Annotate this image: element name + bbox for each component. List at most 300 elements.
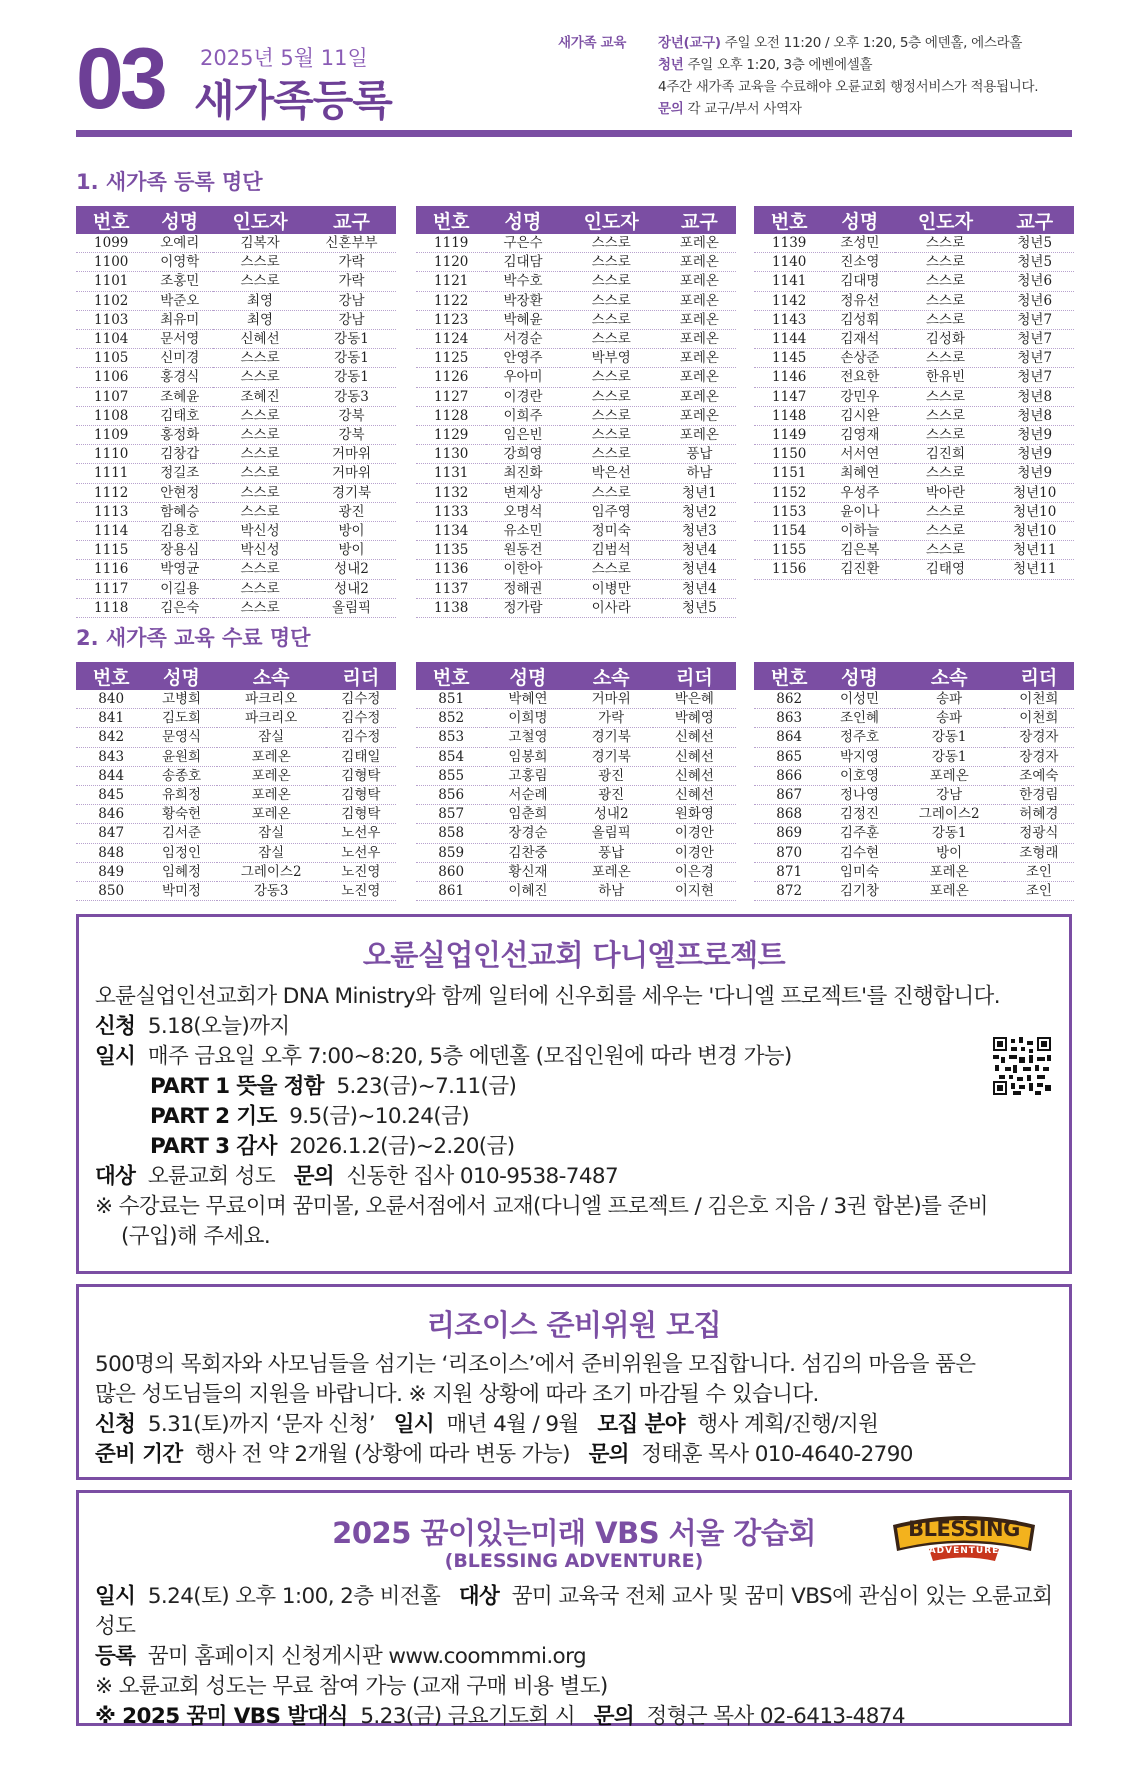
table-cell: 1127 — [416, 387, 486, 406]
table-cell: 846 — [76, 805, 146, 824]
table-cell: 조인혜 — [824, 709, 894, 728]
table-row — [76, 522, 396, 541]
table-cell: 스스로 — [213, 502, 307, 521]
table-cell: 조인 — [1004, 882, 1074, 901]
table-cell: 김대담 — [486, 253, 559, 272]
table-cell: 조혜윤 — [146, 387, 213, 406]
table-cell: 광진 — [570, 766, 653, 785]
table-cell: 이경안 — [653, 824, 736, 843]
table-cell: 스스로 — [213, 445, 307, 464]
table-cell: 858 — [416, 824, 486, 843]
page-title: 새가족등록 — [194, 76, 392, 125]
table-cell: 김재석 — [824, 330, 895, 349]
column-header: 번호 — [416, 662, 486, 690]
table-cell: 865 — [754, 747, 824, 766]
daniel-part2: PART 2 기도 9.5(금)~10.24(금) — [150, 1104, 470, 1129]
table-cell: 스스로 — [895, 253, 995, 272]
table-cell: 강동1 — [307, 330, 396, 349]
table-row — [416, 310, 736, 329]
table-row — [754, 406, 1074, 425]
table-cell: 송파 — [895, 690, 1004, 709]
table-cell: 스스로 — [560, 291, 663, 310]
info-line-1: 장년(교구) 주일 오전 11:20 / 오후 1:20, 5층 에덴홀, 에스라홀 — [658, 35, 1023, 51]
daniel-part1: PART 1 뜻을 정함 5.23(금)~7.11(금) — [150, 1074, 517, 1099]
table-row — [754, 824, 1074, 843]
table-row — [416, 387, 736, 406]
badge-text-top: BLESSING — [908, 1517, 1020, 1541]
column-header: 리더 — [653, 662, 736, 690]
badge-text-bottom: ADVENTURE — [928, 1546, 1000, 1556]
table-cell: 성내2 — [307, 560, 396, 579]
daniel-note-cont: (구입)해 주세요. — [121, 1224, 271, 1249]
table-cell: 조홍민 — [146, 272, 213, 291]
table-cell: 방이 — [895, 843, 1004, 862]
table-cell: 성내2 — [307, 579, 396, 598]
table-cell: 김도희 — [146, 709, 216, 728]
table-row — [416, 522, 736, 541]
table-cell: 스스로 — [560, 330, 663, 349]
table-cell: 스스로 — [895, 541, 995, 560]
vbs-subtitle: (BLESSING ADVENTURE) — [444, 1550, 704, 1572]
table-cell: 정광식 — [1004, 824, 1074, 843]
daniel-intro: 오륜실업인선교회가 DNA Ministry와 함께 일터에 신우회를 세우는 '다니엘 프로젝트'를 진행합니다. — [95, 984, 1000, 1009]
table-row — [76, 483, 396, 502]
table-row — [416, 766, 736, 785]
table-cell: 풍납 — [663, 445, 736, 464]
table-cell: 청년3 — [663, 522, 736, 541]
table-row — [416, 805, 736, 824]
table-row — [416, 598, 736, 617]
column-header: 성명 — [146, 206, 213, 234]
table-cell: 1151 — [754, 464, 824, 483]
table-cell: 이천희 — [1004, 709, 1074, 728]
table-cell: 김진환 — [824, 560, 895, 579]
table-cell: 857 — [416, 805, 486, 824]
table-cell: 김성화 — [895, 330, 995, 349]
table-cell: 1106 — [76, 368, 146, 387]
table-cell: 스스로 — [213, 349, 307, 368]
table-row — [754, 445, 1074, 464]
table-cell: 정나영 — [824, 786, 894, 805]
table-cell: 1121 — [416, 272, 486, 291]
table-row — [754, 234, 1074, 253]
table-cell: 신혜선 — [653, 786, 736, 805]
table-row — [416, 786, 736, 805]
table-cell: 최유미 — [146, 310, 213, 329]
table-cell: 이혜진 — [486, 882, 569, 901]
table-cell: 1123 — [416, 310, 486, 329]
table-cell: 스스로 — [895, 406, 995, 425]
table-cell: 청년7 — [995, 349, 1074, 368]
table-row — [416, 862, 736, 881]
table-row — [754, 272, 1074, 291]
page-number: 03 — [76, 31, 164, 127]
table-cell: 황숙헌 — [146, 805, 216, 824]
table-cell: 1128 — [416, 406, 486, 425]
table-cell: 김태영 — [895, 560, 995, 579]
registration-table-1 — [76, 206, 396, 618]
table-cell: 한유빈 — [895, 368, 995, 387]
table-cell: 임은빈 — [486, 426, 559, 445]
table-cell: 손상준 — [824, 349, 895, 368]
table-cell: 1137 — [416, 579, 486, 598]
registration-table-2 — [416, 206, 736, 618]
table-cell: 867 — [754, 786, 824, 805]
table-cell: 포레온 — [217, 766, 326, 785]
table-row — [76, 882, 396, 901]
table-cell: 이경안 — [653, 843, 736, 862]
table-cell: 청년7 — [995, 368, 1074, 387]
table-cell: 1107 — [76, 387, 146, 406]
table-cell: 1129 — [416, 426, 486, 445]
table-row — [76, 445, 396, 464]
table-row — [416, 445, 736, 464]
table-row — [76, 426, 396, 445]
table-row — [754, 728, 1074, 747]
table-cell: 870 — [754, 843, 824, 862]
table-header-row — [754, 206, 1074, 234]
table-cell: 정길조 — [146, 464, 213, 483]
page-date: 2025년 5월 11일 — [200, 46, 368, 70]
table-cell: 박신성 — [213, 522, 307, 541]
table-row — [754, 690, 1074, 709]
table-cell: 거마위 — [570, 690, 653, 709]
table-cell: 노진영 — [326, 882, 396, 901]
table-cell: 스스로 — [560, 445, 663, 464]
table-cell: 경기북 — [307, 483, 396, 502]
table-cell: 잠실 — [217, 728, 326, 747]
table-cell: 강희영 — [486, 445, 559, 464]
table-cell: 포레온 — [663, 330, 736, 349]
table-cell: 869 — [754, 824, 824, 843]
table-cell: 844 — [76, 766, 146, 785]
table-row — [76, 406, 396, 425]
table-row — [76, 805, 396, 824]
table-cell: 포레온 — [663, 272, 736, 291]
table-cell: 유희정 — [146, 786, 216, 805]
table-cell: 스스로 — [213, 579, 307, 598]
table-cell: 김수정 — [326, 690, 396, 709]
table-cell: 포레온 — [663, 426, 736, 445]
table-cell: 스스로 — [895, 522, 995, 541]
table-cell: 서경순 — [486, 330, 559, 349]
table-cell: 올림픽 — [307, 598, 396, 617]
table-cell: 스스로 — [895, 464, 995, 483]
vbs-register-row: 등록 꿈미 홈페이지 신청게시판 www.coommmi.org — [95, 1644, 587, 1669]
table-cell: 포레온 — [217, 747, 326, 766]
table-cell: 포레온 — [663, 349, 736, 368]
table-cell: 1125 — [416, 349, 486, 368]
table-cell: 장용심 — [146, 541, 213, 560]
table-cell: 1144 — [754, 330, 824, 349]
table-cell: 1143 — [754, 310, 824, 329]
table-cell: 포레온 — [895, 882, 1004, 901]
table-row — [754, 330, 1074, 349]
vbs-note-1: ※ 오륜교회 성도는 무료 참여 가능 (교재 구매 비용 별도) — [95, 1674, 608, 1699]
column-header: 번호 — [76, 206, 146, 234]
table-cell: 청년9 — [995, 426, 1074, 445]
table-cell: 이사라 — [560, 598, 663, 617]
table-cell: 청년10 — [995, 502, 1074, 521]
table-row — [754, 368, 1074, 387]
table-cell: 843 — [76, 747, 146, 766]
table-cell: 신혜선 — [653, 747, 736, 766]
table-cell: 강동3 — [307, 387, 396, 406]
table-cell: 스스로 — [560, 560, 663, 579]
table-cell: 1109 — [76, 426, 146, 445]
section1-title: 1. 새가족 등록 명단 — [76, 170, 263, 194]
table-cell: 1138 — [416, 598, 486, 617]
table-cell: 포레온 — [663, 387, 736, 406]
table-cell: 포레온 — [895, 862, 1004, 881]
column-header: 성명 — [486, 662, 569, 690]
table-row — [754, 843, 1074, 862]
table-row — [416, 690, 736, 709]
table-cell: 김수정 — [326, 728, 396, 747]
table-cell: 강남 — [895, 786, 1004, 805]
table-cell: 정미숙 — [560, 522, 663, 541]
table-cell: 1122 — [416, 291, 486, 310]
table-cell: 강북 — [307, 426, 396, 445]
table-row — [754, 882, 1074, 901]
table-cell: 박혜영 — [653, 709, 736, 728]
table-cell: 청년10 — [995, 483, 1074, 502]
table-cell: 1146 — [754, 368, 824, 387]
vbs-note-2: ※ 2025 꿈미 VBS 발대식 5.23(금) 금요기도회 시 문의 정형근 목사 02-6413-4874 — [95, 1704, 905, 1729]
table-row — [416, 272, 736, 291]
table-cell: 오명석 — [486, 502, 559, 521]
table-cell: 가락 — [570, 709, 653, 728]
table-cell: 이길용 — [146, 579, 213, 598]
table-cell: 청년1 — [663, 483, 736, 502]
table-cell: 스스로 — [560, 234, 663, 253]
table-cell: 조형래 — [1004, 843, 1074, 862]
page-header — [0, 0, 1142, 140]
column-header: 리더 — [1004, 662, 1074, 690]
table-cell: 스스로 — [560, 272, 663, 291]
table-cell: 최영 — [213, 310, 307, 329]
table-cell: 문영식 — [146, 728, 216, 747]
table-cell: 스스로 — [560, 406, 663, 425]
table-cell: 조혜진 — [213, 387, 307, 406]
table-row — [754, 387, 1074, 406]
table-row — [754, 786, 1074, 805]
table-row — [76, 349, 396, 368]
table-cell: 1102 — [76, 291, 146, 310]
completion-table-3 — [754, 662, 1074, 901]
table-cell: 최진화 — [486, 464, 559, 483]
table-cell: 스스로 — [213, 560, 307, 579]
table-cell: 임미숙 — [824, 862, 894, 881]
table-row — [754, 464, 1074, 483]
table-cell: 방이 — [307, 522, 396, 541]
table-cell: 청년5 — [995, 253, 1074, 272]
table-row — [754, 805, 1074, 824]
header-divider — [76, 130, 1072, 137]
table-cell: 강동1 — [895, 824, 1004, 843]
daniel-date: 일시 매주 금요일 오후 7:00~8:20, 5층 에덴홀 (모집인원에 따라 변경 가능) — [95, 1044, 792, 1069]
table-row — [416, 824, 736, 843]
table-cell: 김서준 — [146, 824, 216, 843]
table-cell: 최영 — [213, 291, 307, 310]
table-cell: 구은수 — [486, 234, 559, 253]
table-cell: 포레온 — [217, 805, 326, 824]
table-row — [416, 426, 736, 445]
table-cell: 임춘희 — [486, 805, 569, 824]
table-cell: 1119 — [416, 234, 486, 253]
table-cell: 진소영 — [824, 253, 895, 272]
table-cell: 가락 — [307, 272, 396, 291]
table-row — [76, 709, 396, 728]
table-cell: 올림픽 — [570, 824, 653, 843]
table-cell: 장경순 — [486, 824, 569, 843]
table-row — [754, 291, 1074, 310]
education-info — [558, 32, 1038, 120]
column-header: 소속 — [895, 662, 1004, 690]
table-cell: 청년5 — [995, 234, 1074, 253]
table-row — [76, 464, 396, 483]
column-header: 인도자 — [213, 206, 307, 234]
table-cell: 스스로 — [213, 598, 307, 617]
table-cell: 포레온 — [663, 253, 736, 272]
table-row — [76, 310, 396, 329]
table-cell: 고철영 — [486, 728, 569, 747]
table-cell: 1130 — [416, 445, 486, 464]
table-cell: 1116 — [76, 560, 146, 579]
table-cell: 김수정 — [326, 709, 396, 728]
table-cell: 이희주 — [486, 406, 559, 425]
table-cell: 노선우 — [326, 843, 396, 862]
registration-table-3 — [754, 206, 1074, 580]
rejoice-line-1: 500명의 목회자와 사모님들을 섬기는 ‘리조이스’에서 준비위원을 모집합니다. 섬김의 마음을 품은 — [95, 1352, 976, 1377]
table-row — [76, 253, 396, 272]
table-row — [416, 747, 736, 766]
table-cell: 강남 — [307, 310, 396, 329]
table-row — [76, 330, 396, 349]
blessing-adventure-logo — [889, 1511, 1039, 1565]
table-cell: 신혜선 — [653, 728, 736, 747]
table-cell: 849 — [76, 862, 146, 881]
table-cell: 신혜선 — [653, 766, 736, 785]
table-row — [76, 387, 396, 406]
table-cell: 스스로 — [560, 387, 663, 406]
table-cell: 1139 — [754, 234, 824, 253]
table-cell: 청년9 — [995, 464, 1074, 483]
column-header: 교구 — [995, 206, 1074, 234]
table-cell: 강동1 — [895, 728, 1004, 747]
table-cell: 김성휘 — [824, 310, 895, 329]
table-cell: 조성민 — [824, 234, 895, 253]
table-cell: 866 — [754, 766, 824, 785]
column-header: 성명 — [824, 206, 895, 234]
table-cell: 855 — [416, 766, 486, 785]
table-cell: 원화영 — [653, 805, 736, 824]
daniel-project-box — [76, 914, 1072, 1274]
table-cell: 스스로 — [213, 272, 307, 291]
completion-table-2 — [416, 662, 736, 901]
table-row — [76, 728, 396, 747]
table-cell: 임혜정 — [146, 862, 216, 881]
table-row — [416, 502, 736, 521]
table-cell: 1148 — [754, 406, 824, 425]
table-row — [76, 690, 396, 709]
table-cell: 청년2 — [663, 502, 736, 521]
table-cell: 전요한 — [824, 368, 895, 387]
table-row — [416, 483, 736, 502]
table-cell: 863 — [754, 709, 824, 728]
column-header: 번호 — [754, 662, 824, 690]
table-cell: 스스로 — [213, 368, 307, 387]
column-header: 교구 — [307, 206, 396, 234]
table-cell: 청년7 — [995, 310, 1074, 329]
table-cell: 862 — [754, 690, 824, 709]
table-cell: 우아미 — [486, 368, 559, 387]
table-row — [76, 786, 396, 805]
table-row — [416, 349, 736, 368]
table-cell: 1104 — [76, 330, 146, 349]
table-row — [416, 541, 736, 560]
table-cell: 851 — [416, 690, 486, 709]
table-cell: 청년4 — [663, 560, 736, 579]
table-cell: 광진 — [570, 786, 653, 805]
table-cell: 842 — [76, 728, 146, 747]
rejoice-apply-row: 신청 5.31(토)까지 ‘문자 신청’ 일시 매년 4월 / 9월 모집 분야 행사 계획/진행/지원 — [95, 1412, 879, 1437]
table-cell: 이희명 — [486, 709, 569, 728]
table-cell: 원동건 — [486, 541, 559, 560]
table-cell: 하남 — [663, 464, 736, 483]
section2-title: 2. 새가족 교육 수료 명단 — [76, 626, 311, 650]
table-cell: 노진영 — [326, 862, 396, 881]
table-cell: 스스로 — [895, 234, 995, 253]
table-cell: 1156 — [754, 560, 824, 579]
table-cell: 스스로 — [895, 502, 995, 521]
table-cell: 871 — [754, 862, 824, 881]
table-cell: 스스로 — [560, 253, 663, 272]
table-cell: 이호영 — [824, 766, 894, 785]
table-cell: 강동1 — [895, 747, 1004, 766]
table-cell: 스스로 — [213, 406, 307, 425]
table-cell: 1140 — [754, 253, 824, 272]
table-cell: 스스로 — [213, 483, 307, 502]
table-row — [416, 406, 736, 425]
table-row — [754, 709, 1074, 728]
table-cell: 경기북 — [570, 728, 653, 747]
table-cell: 이경란 — [486, 387, 559, 406]
table-cell: 1099 — [76, 234, 146, 253]
column-header: 성명 — [824, 662, 894, 690]
table-cell: 풍납 — [570, 843, 653, 862]
table-cell: 김용호 — [146, 522, 213, 541]
table-cell: 김정진 — [824, 805, 894, 824]
table-cell: 노선우 — [326, 824, 396, 843]
table-cell: 스스로 — [213, 426, 307, 445]
table-cell: 장경자 — [1004, 747, 1074, 766]
qr-code-icon[interactable] — [993, 1037, 1051, 1095]
column-header: 인도자 — [560, 206, 663, 234]
table-cell: 1132 — [416, 483, 486, 502]
table-cell: 청년4 — [663, 541, 736, 560]
table-cell: 1141 — [754, 272, 824, 291]
table-cell: 1154 — [754, 522, 824, 541]
table-cell: 스스로 — [560, 310, 663, 329]
table-row — [76, 541, 396, 560]
table-cell: 청년11 — [995, 541, 1074, 560]
table-cell: 박영균 — [146, 560, 213, 579]
table-cell: 861 — [416, 882, 486, 901]
table-cell: 864 — [754, 728, 824, 747]
table-cell: 광진 — [307, 502, 396, 521]
table-cell: 박은혜 — [653, 690, 736, 709]
